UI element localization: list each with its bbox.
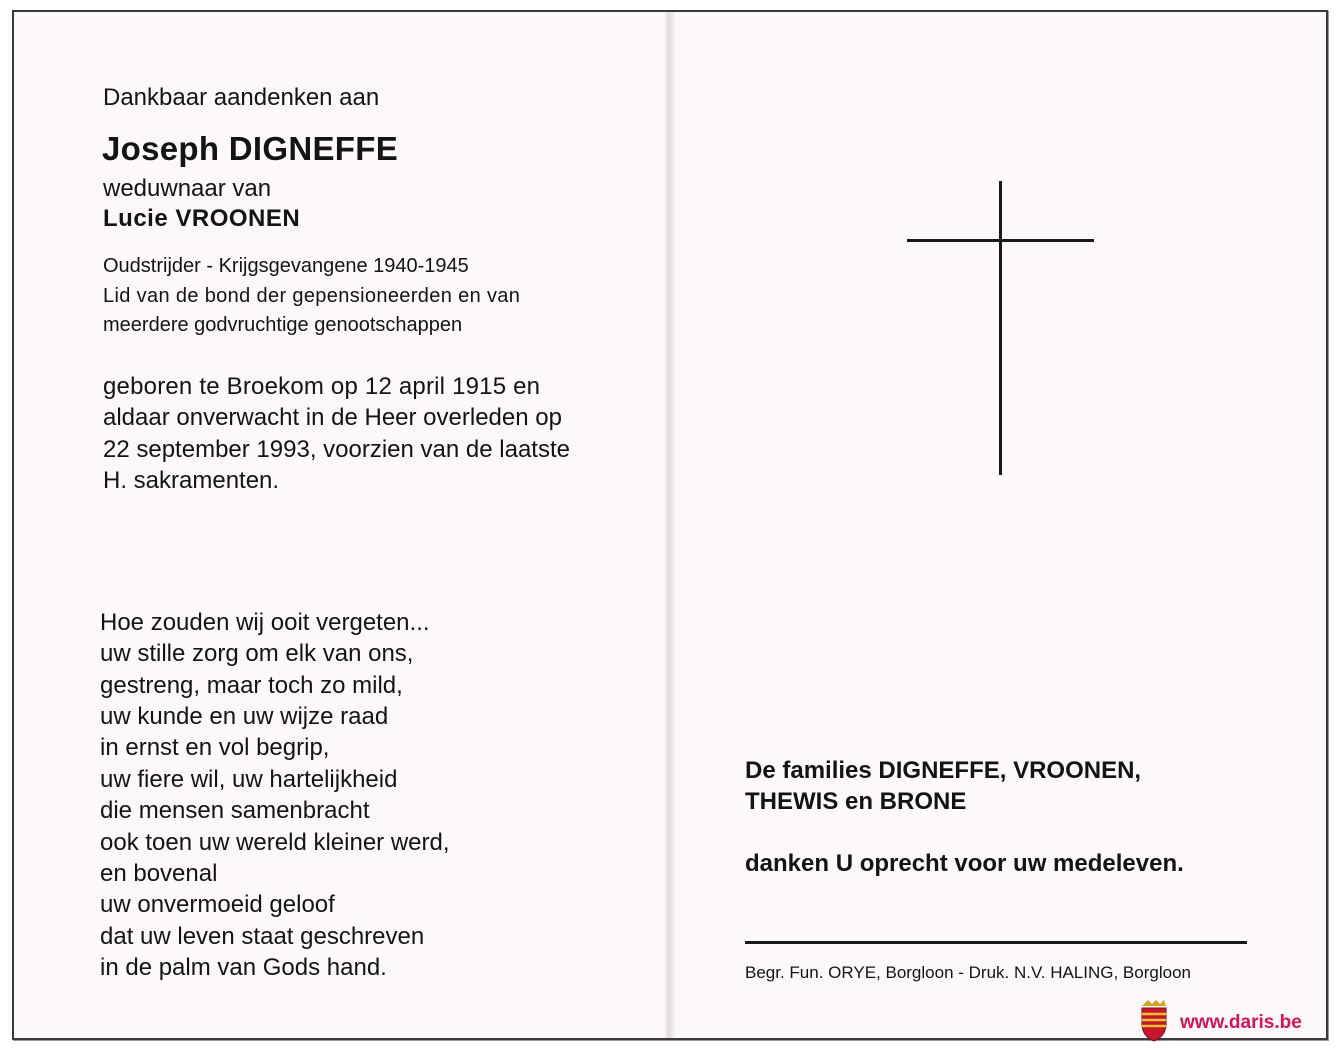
poem-line: dat uw leven staat geschreven <box>100 923 425 950</box>
widower-line: weduwnaar van <box>103 175 272 202</box>
detail-line: Lid van de bond der gepensioneerden en van <box>103 285 521 307</box>
spouse-name: Lucie VROONEN <box>103 205 301 232</box>
poem-line: uw stille zorg om elk van ons, <box>100 640 414 667</box>
bio-line: geboren te Broekom op 12 april 1915 en <box>103 373 541 400</box>
bio-line: 22 september 1993, voorzien van de laatste <box>103 436 570 463</box>
poem-line: in ernst en vol begrip, <box>100 734 330 761</box>
families-line: THEWIS en BRONE <box>745 788 967 815</box>
poem-line: en bovenal <box>100 860 218 887</box>
card-fold <box>665 12 675 1038</box>
cross-vertical-bar <box>999 181 1002 475</box>
watermark-url: www.daris.be <box>1180 1012 1302 1033</box>
cross-horizontal-bar <box>907 239 1094 242</box>
poem-line: gestreng, maar toch zo mild, <box>100 672 403 699</box>
detail-line: Oudstrijder - Krijgsgevangene 1940-1945 <box>103 255 469 277</box>
poem-line: Hoe zouden wij ooit vergeten... <box>100 609 430 636</box>
bio-line: aldaar onverwacht in de Heer overleden op <box>103 404 562 431</box>
poem-line: uw kunde en uw wijze raad <box>100 703 389 730</box>
thanks-line: danken U oprecht voor uw medeleven. <box>745 850 1184 877</box>
families-line: De families DIGNEFFE, VROONEN, <box>745 757 1142 784</box>
detail-line: meerdere godvruchtige genootschappen <box>103 314 463 336</box>
bio-line: H. sakramenten. <box>103 467 280 494</box>
poem-line: die mensen samenbracht <box>100 797 370 824</box>
coat-of-arms-icon <box>1138 998 1170 1042</box>
deceased-name: Joseph DIGNEFFE <box>102 130 399 167</box>
divider-rule <box>745 941 1247 944</box>
poem-line: in de palm van Gods hand. <box>100 954 387 981</box>
intro-line: Dankbaar aandenken aan <box>103 84 380 111</box>
printer-credit: Begr. Fun. ORYE, Borgloon - Druk. N.V. HALING, Borgloon <box>745 963 1191 982</box>
poem-line: uw onvermoeid geloof <box>100 891 335 918</box>
poem-line: uw fiere wil, uw hartelijkheid <box>100 766 398 793</box>
poem-line: ook toen uw wereld kleiner werd, <box>100 829 450 856</box>
memorial-card <box>12 10 1328 1040</box>
